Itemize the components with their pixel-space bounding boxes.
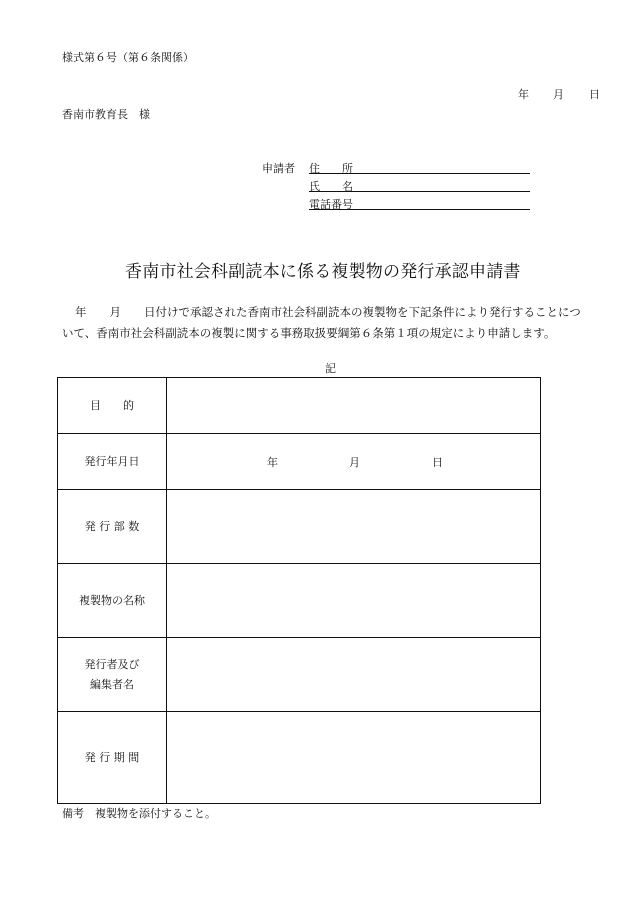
table-row	[58, 564, 541, 638]
ki-heading: 記	[325, 362, 336, 375]
remark: 備考 複製物を添付すること。	[62, 807, 216, 820]
period-label: 発 行 期 間	[58, 712, 167, 804]
date-month-label: 月	[553, 88, 564, 101]
applicant-name-label: 氏 名	[309, 180, 353, 193]
body-line-2: いて、香南市社会科副読本の複製に関する事務取扱要綱第６条第１項の規定により申請します。	[62, 326, 556, 340]
applicant-address-field[interactable]	[309, 173, 530, 174]
copy-name-label: 複製物の名称	[58, 564, 167, 638]
table-row	[58, 638, 541, 712]
table-row	[58, 490, 541, 564]
addressee: 香南市教育長 様	[62, 108, 150, 121]
purpose-field[interactable]	[167, 378, 541, 434]
body-paragraph	[62, 302, 582, 344]
application-table	[57, 377, 541, 804]
publisher-label-line-1: 発行者及び	[84, 657, 140, 671]
form-number: 様式第６号（第６条関係）	[62, 51, 194, 64]
copy-name-field[interactable]	[167, 564, 541, 638]
issue-date-label: 発行年月日	[58, 434, 167, 490]
table-row	[58, 378, 541, 434]
issue-date-year: 年	[267, 455, 278, 469]
table-row	[58, 712, 541, 804]
issue-date-day: 日	[432, 455, 443, 469]
applicant-name-field[interactable]	[309, 191, 530, 192]
applicant-heading: 申請者	[262, 162, 295, 175]
period-field[interactable]	[167, 712, 541, 804]
publisher-field[interactable]	[167, 638, 541, 712]
applicant-phone-field[interactable]	[309, 209, 530, 210]
body-line-1: 年 月 日付けで承認された香南市社会科副読本の複製物を下記条件により発行することにつ	[75, 305, 581, 319]
issue-date-field[interactable]	[167, 434, 541, 490]
copies-field[interactable]	[167, 490, 541, 564]
copies-label: 発 行 部 数	[58, 490, 167, 564]
publisher-label	[58, 638, 167, 712]
date-year-label: 年	[518, 88, 529, 101]
publisher-label-line-2: 編集者名	[90, 677, 134, 691]
date-day-label: 日	[589, 88, 600, 101]
purpose-label: 目 的	[58, 378, 167, 434]
table-row	[58, 434, 541, 490]
applicant-address-label: 住 所	[309, 162, 353, 175]
applicant-phone-label: 電話番号	[309, 198, 353, 211]
document-title: 香南市社会科副読本に係る複製物の発行承認申請書	[125, 262, 521, 282]
issue-date-month: 月	[349, 455, 360, 469]
